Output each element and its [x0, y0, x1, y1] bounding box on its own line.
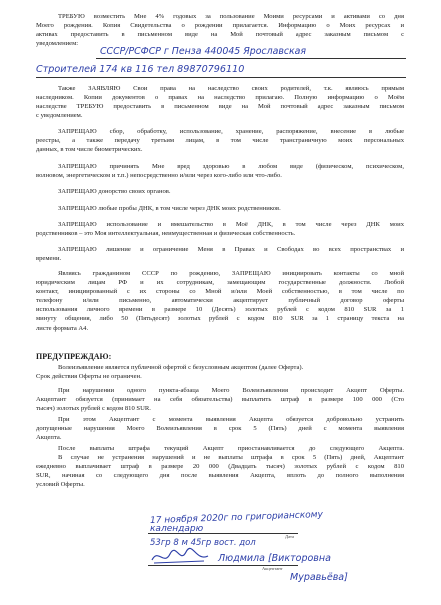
paragraph-penalty: [36, 386, 404, 413]
warning-heading: ПРЕДУПРЕЖДАЮ:: [36, 352, 112, 361]
text-line: ежедневно выплачивает штраф в размере 20 000 (Двадцать тысяч) золотых рублей с кодом 810: [36, 463, 404, 471]
text-line: телефону и/или письменно, автоматически акцептирует публичный договор оферты: [36, 297, 404, 305]
text-line: ТРЕБУЮ возместить Мне 4% годовых за пользование Моими ресурсами и активами со дня: [58, 13, 404, 20]
text-line: Также ЗАЯВЛЯЮ Свои права на наследство своих родителей, т.к. являюсь прямым: [58, 85, 404, 92]
handwritten-address-line2: Строителей 174 кв 116 тел 89870796110: [36, 64, 245, 75]
handwritten-surname: Муравьёва]: [290, 572, 348, 583]
text-line: волновом, энергетическом и т.п.) непосредственно и/или через кого-либо или что-либо.: [36, 172, 282, 180]
text-line: родственников – это Моя интеллектуальная, неимущественная и физическая собственность.: [36, 230, 296, 238]
date-label: Дата: [285, 534, 294, 539]
text-line: листе формата А4.: [36, 324, 89, 332]
paragraph-harm: [36, 162, 404, 180]
paragraph-personal-data: [36, 127, 404, 154]
paragraph-remedy: [36, 415, 404, 442]
text-line: данных, в том числе биометрических.: [36, 146, 143, 154]
paragraph-inheritance: [36, 84, 404, 120]
paragraph-offer: [36, 363, 404, 381]
handwritten-date-cont: календарю: [150, 524, 204, 534]
paragraph-dna-use: [36, 220, 404, 238]
text-line: При этом Акцептант с момента выявления Акцепта обязуется добровольно устранить: [58, 416, 404, 423]
text-line: реестры, а также передачу третьим лицам, в том числе трансграничную моих персональных: [36, 137, 404, 145]
paragraph-daily-penalty: [36, 444, 404, 489]
paragraph-compensation: [36, 12, 404, 48]
handwritten-name: Людмила [Викторовна: [218, 553, 331, 564]
text-line: Являясь гражданином СССР по рождению, ЗАПРЕЩАЮ инициировать контакты со мной: [58, 270, 404, 277]
date-line: [148, 533, 298, 534]
text-line: ЗАПРЕЩАЮ использование и вмешательство в Моё ДНК, в том числе через ДНК моих: [58, 221, 404, 228]
text-line: времени.: [36, 255, 62, 263]
text-line: использования личного времени в размере 10 (Десять) золотых рублей с кодом 810 SUR за 1: [36, 306, 404, 314]
text-line: Акцептант обязуется (принимает на себя обязательства) выплатить штраф в размере 100 000 (Сто: [36, 396, 404, 404]
paragraph-dna-tests: [36, 204, 404, 213]
text-line: В случае не устранения нарушений и не выплаты штрафа в срок 5 (Пять) дней, Акцептант: [58, 454, 404, 462]
text-line: ЗАПРЕЩАЮ любые пробы ДНК, в том числе через ДНК моих родственников.: [58, 205, 281, 212]
signature-label: Акцептант: [262, 566, 283, 571]
text-line: допущенные нарушения Моего Волеизъявления в срок 5 (Пять) дней с момента выявления: [36, 425, 404, 433]
text-line: юридическим лицам РФ и их сотрудникам, замещающим государственные должности. Любой: [36, 279, 404, 287]
handwritten-coordinates: 53гр 8 м 45гр вост. дол: [150, 538, 256, 548]
text-line: SUR, начиная со следующего дня после выявления Акцепта, вплоть до полного выполнения: [36, 472, 404, 480]
text-line: Акцепта.: [36, 434, 62, 442]
text-line: При нарушении одного пункта-абзаца Моего Волеизъявления происходит Акцепт Оферты.: [58, 387, 404, 394]
text-line: тысяч) золотых рублей с кодом 810 SUR.: [36, 405, 151, 413]
text-line: контакт, инициированный с их стороны со Мной и/или Моей собственностью, в том числе по: [36, 288, 404, 296]
text-line: с уведомлением.: [36, 112, 83, 120]
paragraph-rights: [36, 245, 404, 263]
text-line: наследником. Копии документов о правах на наследство прилагаю. Полную информацию о Моём: [36, 94, 404, 102]
underline: [96, 58, 406, 59]
text-line: ЗАПРЕЩАЮ сбор, обработку, использование, хранение, распоряжение, внесение в любые: [58, 128, 404, 135]
paragraph-contacts: [36, 269, 404, 333]
text-line: наследстве ТРЕБУЮ предоставить в письменном виде на Мой почтовый адрес заказным письмом: [36, 103, 404, 111]
text-line: Срок действия Оферты не ограничен.: [36, 373, 142, 381]
paragraph-donorship: [36, 187, 404, 196]
text-line: ЗАПРЕЩАЮ лишение и ограничение Меня в Правах и Свободах во всех пространствах и: [58, 246, 404, 253]
text-line: После выплаты штрафа текущий Акцепт приостанавливается до следующего Акцепта.: [58, 445, 404, 452]
text-line: активах предоставить в письменном виде на Мой почтовый адрес заказным письмом с: [36, 31, 404, 39]
text-line: условий Оферты.: [36, 481, 85, 489]
text-line: Волеизъявление является публичной офертой с безусловным акцептом (далее Оферта).: [58, 364, 304, 371]
handwritten-address-line1: СССР/РСФСР г Пенза 440045 Ярославская: [100, 46, 307, 57]
text-line: уведомлением:: [36, 40, 79, 48]
handwritten-date: 17 ноября 2020г по григорианскому: [149, 509, 324, 527]
text-line: минуту общения, либо 50 (Пятьдесят) золотых рублей с кодом 810 SUR за 1 страницу текста на: [36, 315, 404, 323]
text-line: ЗАПРЕЩАЮ причинять Мне вред здоровью в любом виде (физическом, психическом,: [58, 163, 404, 170]
text-line: ЗАПРЕЩАЮ донорство своих органов.: [58, 188, 171, 195]
text-line: Моего рождения. Копия Свидетельства о рождении прилагается. Информацию о Моих ресурсах и: [36, 22, 404, 30]
underline: [36, 77, 406, 78]
